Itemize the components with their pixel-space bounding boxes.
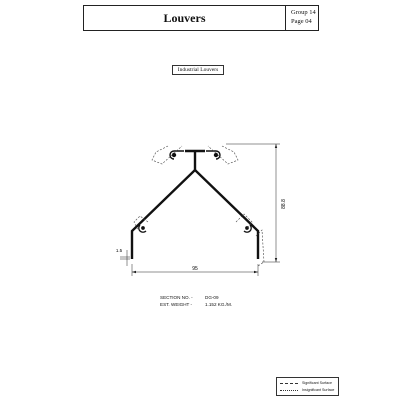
drawing-title: Louvers — [163, 11, 206, 25]
legend-item-significant — [280, 381, 338, 386]
dim-height-label: 88.8 — [281, 199, 287, 209]
group-label: Group — [291, 9, 308, 16]
section-no-value: DG-09 — [205, 295, 219, 300]
legend-significant-label: Significant Surface — [302, 381, 332, 385]
page-value: 04 — [305, 18, 312, 25]
legend-item-insignificant — [280, 388, 338, 393]
significant-surface-lines — [134, 146, 264, 266]
surface-legend — [276, 377, 339, 396]
dim-width-label: 95 — [192, 266, 198, 272]
group-value: 14 — [309, 9, 316, 16]
section-no-label: SECTION NO. - — [160, 295, 193, 300]
dim-small-label: 1.5 — [115, 248, 123, 253]
right-lower-hook — [244, 225, 251, 232]
dimension-lines — [120, 144, 280, 276]
dashed-line-swatch — [280, 383, 298, 384]
legend-insignificant-label: Insignificant Surface — [302, 388, 335, 392]
weight-value: 1.152 KG./M. — [205, 302, 233, 307]
louver-profile — [132, 151, 258, 259]
subtitle-box: Industrial Louvers — [172, 65, 224, 75]
dotted-line-swatch — [280, 390, 298, 391]
page-label: Page — [291, 18, 304, 25]
left-lower-hook — [139, 225, 146, 232]
weight-label: EST. WEIGHT - — [160, 302, 193, 307]
